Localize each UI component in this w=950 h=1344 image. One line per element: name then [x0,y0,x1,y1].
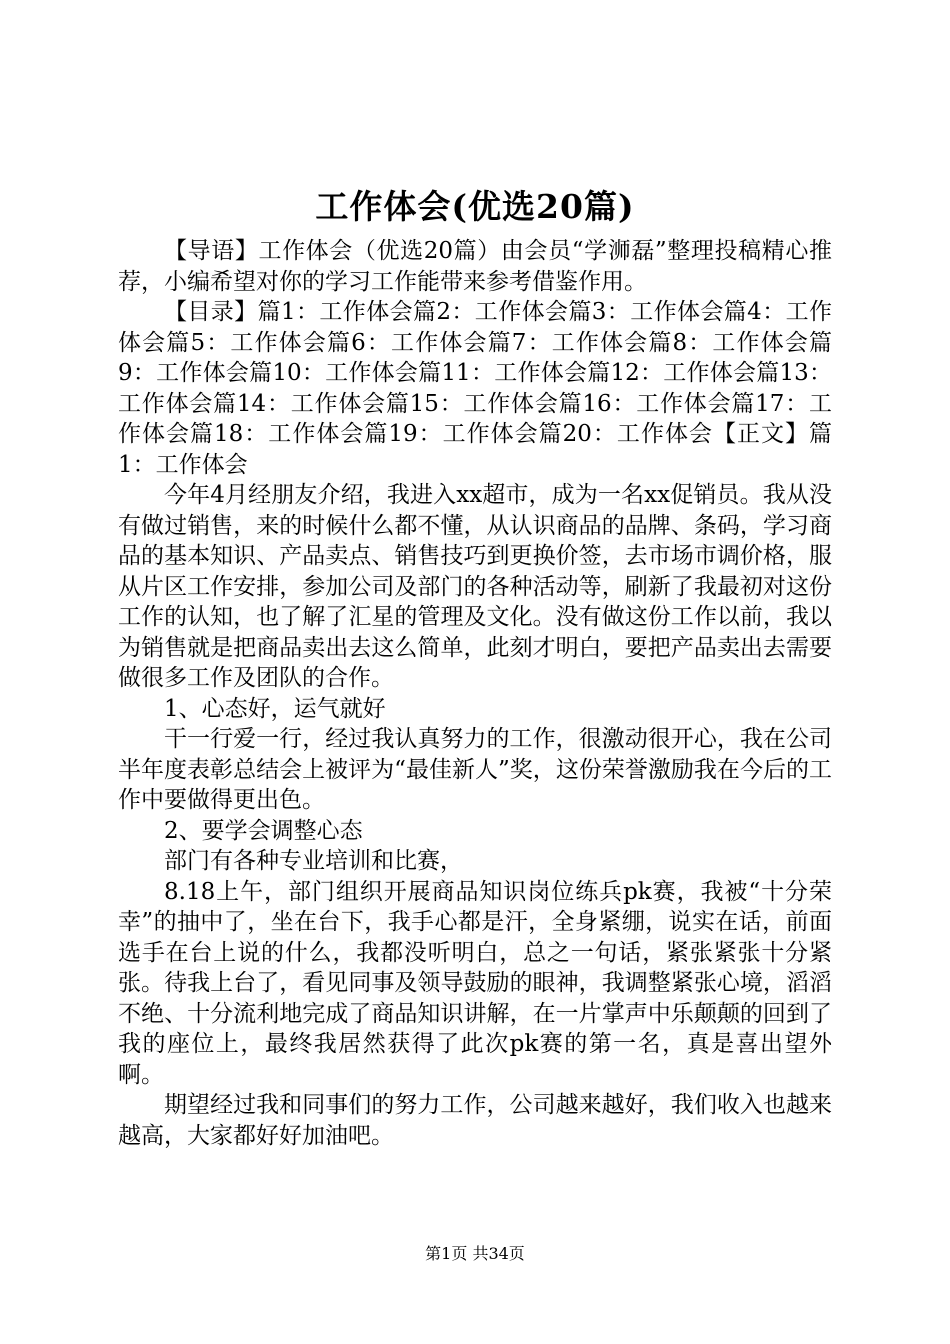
document-title: 工作体会(优选20篇) [315,187,635,226]
paragraph-body-3: 部门有各种专业培训和比赛， [164,848,463,874]
page-footer: 第1页 共34页 [425,1244,525,1263]
paragraph-body-4: 8.18上午，部门组织开展商品知识岗位练兵pk赛，我被“十分荣幸”的抽中了，坐在台下，我手心都是汗，全身紧绷，说实在话，前面选手在台上说的什么，我都没听明白，总之一句话，紧张紧张十分紧张。待我上台了，看见同事及领导鼓励的眼神，我调整紧张心境，滔滔不绝、十分流利地完成了商品知识讲解，在一片掌声中乐颠颠的回到了我的座位上，最终我居然获得了此次pk赛的第一名，真是喜出望外啊。 [118,878,832,1088]
paragraph-body-1: 今年4月经朋友介绍，我进入xx超市，成为一名xx促销员。我从没有做过销售，来的时候什么都不懂，从认识商品的品牌、条码，学习商品的基本知识、产品卖点、销售技巧到更换价签，去市场市调价格，服从片区工作安排，参加公司及部门的各种活动等，刷新了我最初对这份工作的认知，也了解了汇星的管理及文化。没有做这份工作以前，我以为销售就是把商品卖出去这么简单，此刻才明白，要把产品卖出去需要做很多工作及团队的合作。 [118,482,832,691]
section-heading-2: 2、要学会调整心态 [164,817,363,844]
paragraph-toc: 【目录】篇1：工作体会篇2：工作体会篇3：工作体会篇4：工作体会篇5：工作体会篇6：工作体会篇7：工作体会篇8：工作体会篇9：工作体会篇10：工作体会篇11：工作体会篇12：工作体会篇13：工作体会篇14：工作体会篇15：工作体会篇16：工作体会篇17：工作体会篇18：工作体会篇19：工作体会篇20：工作体会【正文】篇1：工作体会 [118,299,832,478]
paragraph-intro: 【导语】工作体会（优选20篇）由会员“学浉磊”整理投稿精心推荐，小编希望对你的学习工作能带来参考借鉴作用。 [118,238,832,295]
paragraph-body-2: 干一行爱一行，经过我认真努力的工作，很激动很开心，我在公司半年度表彰总结会上被评为“最佳新人”奖，这份荣誉激励我在今后的工作中要做得更出色。 [118,726,832,813]
section-heading-1: 1、心态好，运气就好 [164,695,386,722]
paragraph-body-5: 期望经过我和同事们的努力工作，公司越来越好，我们收入也越来越高，大家都好好加油吧。 [118,1092,832,1149]
document-body [118,236,832,1151]
